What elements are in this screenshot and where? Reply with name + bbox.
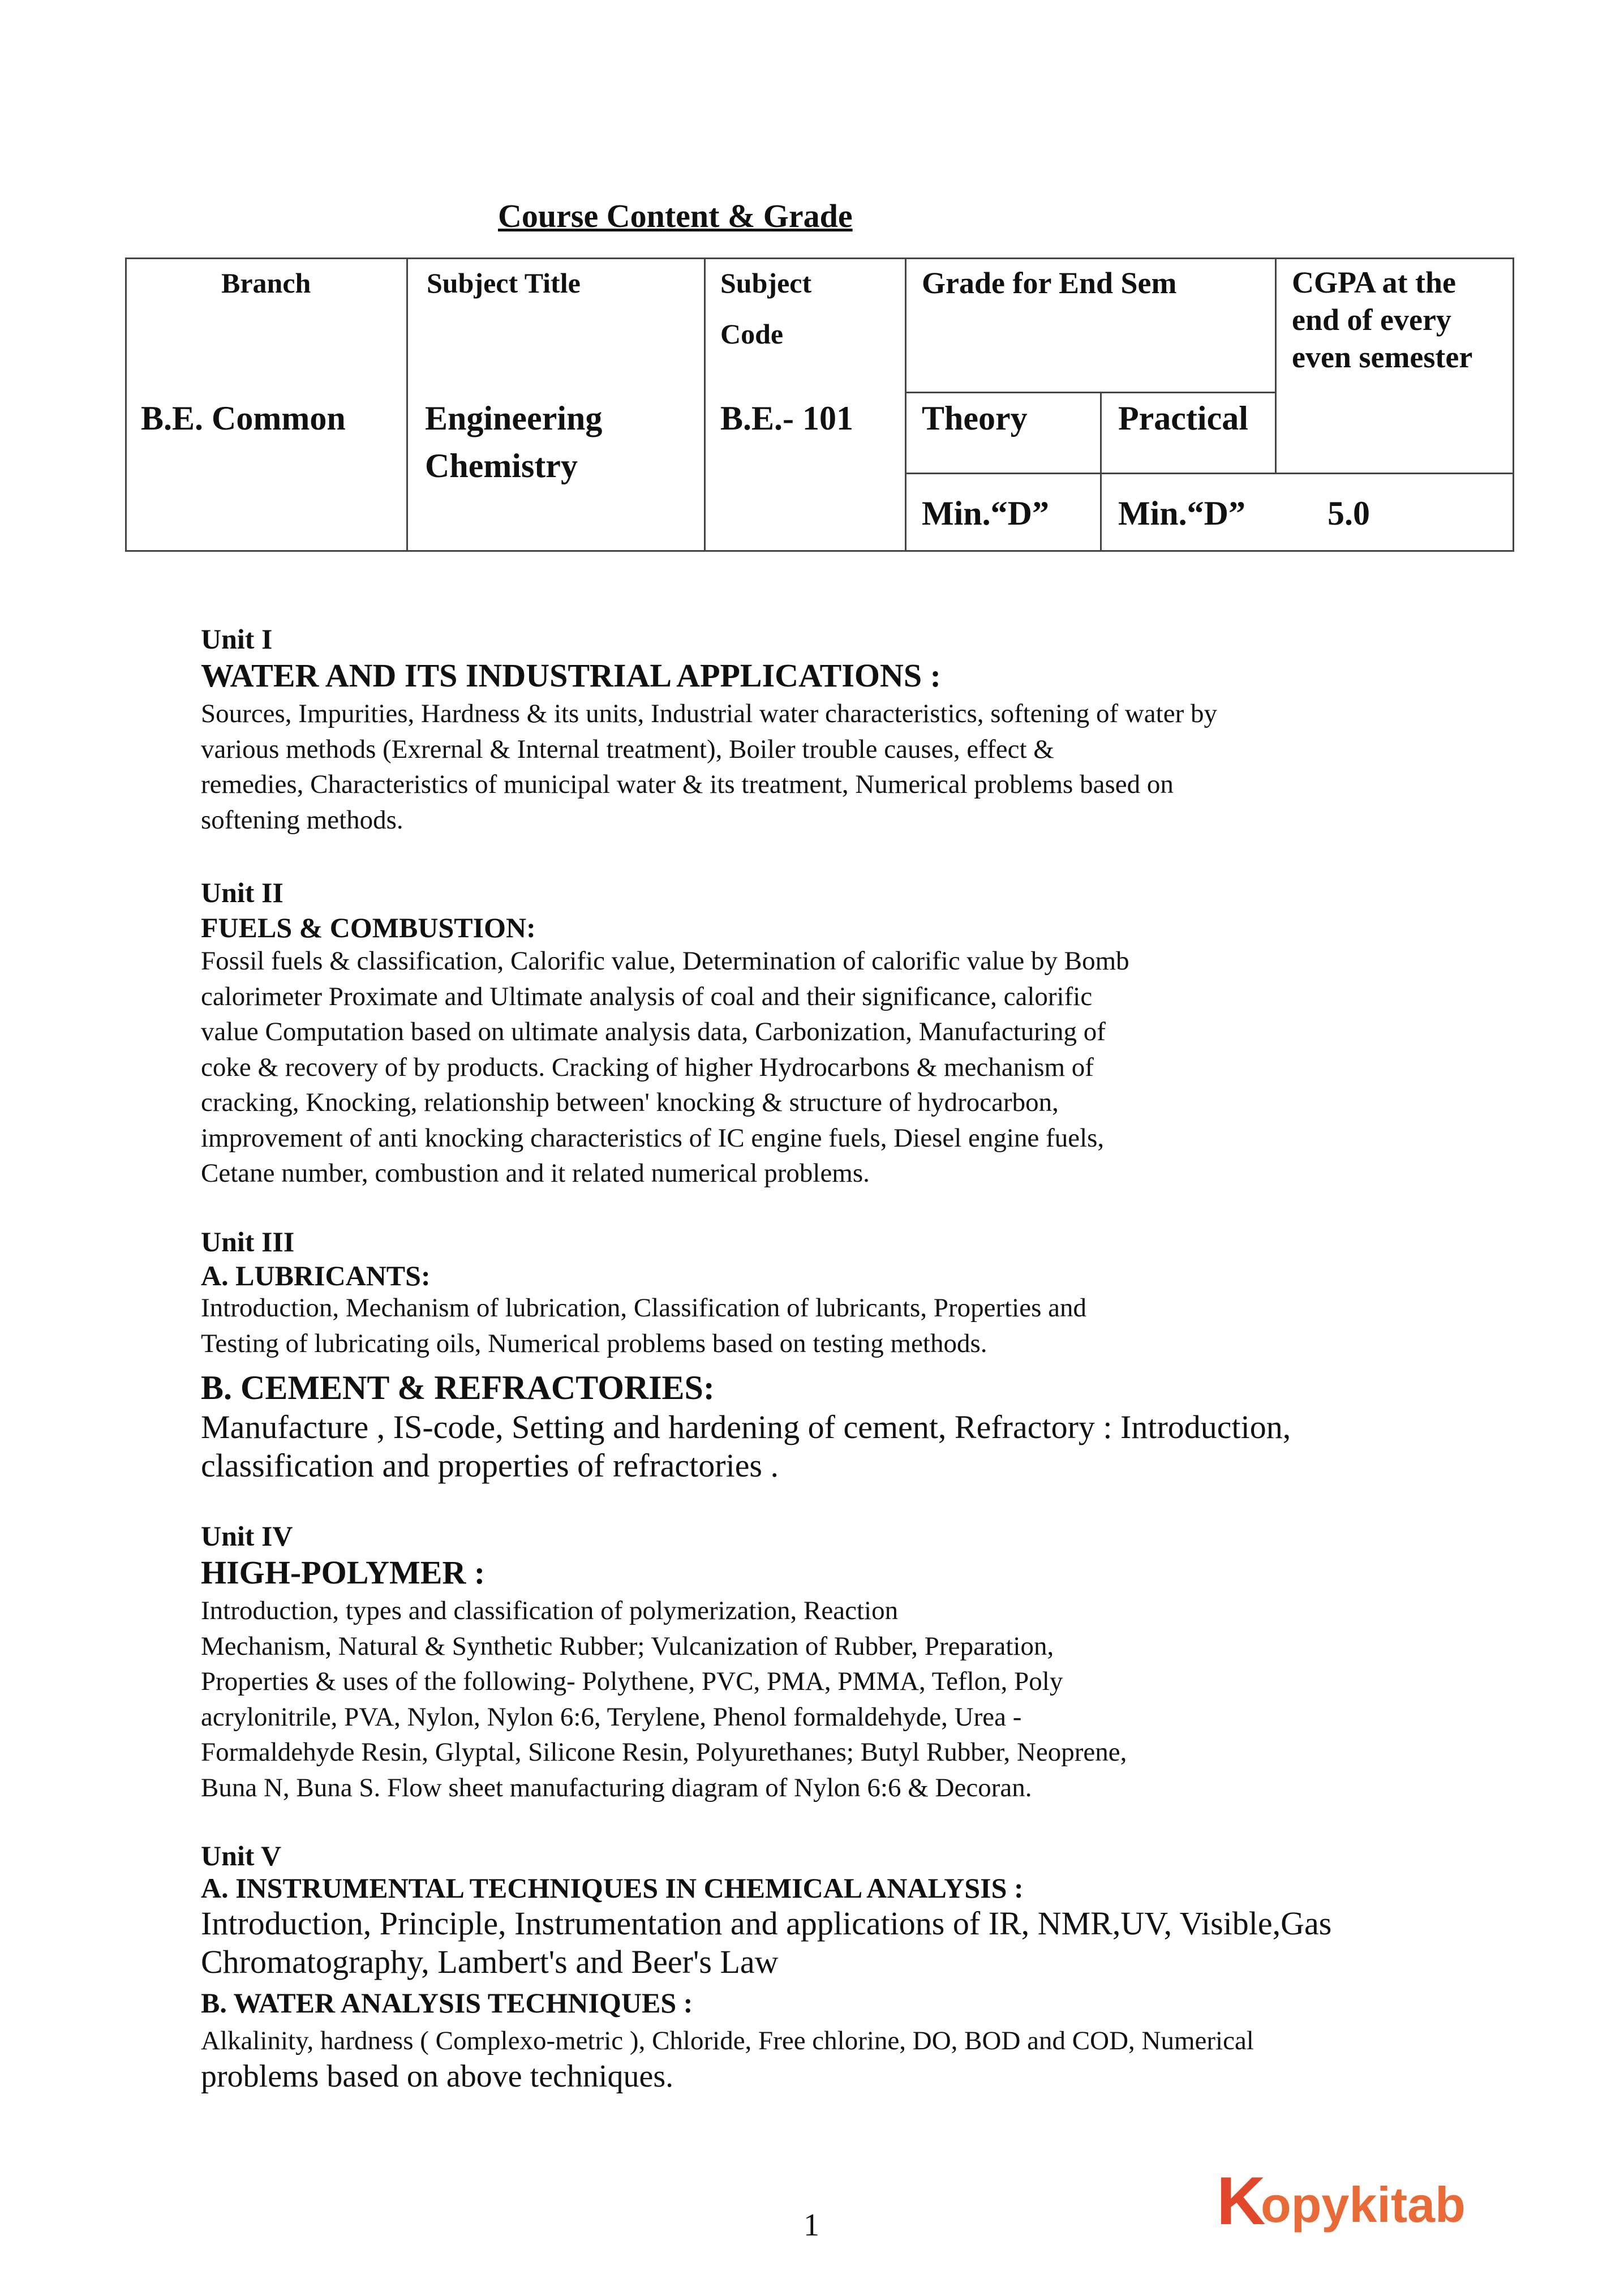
page-number: 1 <box>804 2208 819 2243</box>
text-line: Introduction, Principle, Instrumentation and applications of IR, NMR,UV, Visible,Gas <box>201 1905 1332 1942</box>
text-line: acrylonitrile, PVA, Nylon, Nylon 6:6, Terylene, Phenol formaldehyde, Urea - <box>201 1702 1022 1732</box>
subject-title-line1: Engineering <box>425 400 603 437</box>
theory-min-grade: Min.“D” <box>922 495 1049 532</box>
text-line: value Computation based on ultimate analysis data, Carbonization, Manufacturing of <box>201 1017 1106 1046</box>
kopykitab-logo-icon <box>1217 2163 1477 2237</box>
logo-wordmark: opykitab <box>1261 2177 1466 2233</box>
unit-3-description-a <box>201 1290 1086 1361</box>
cgpa-value: 5.0 <box>1327 495 1370 532</box>
unit-5-description-a <box>201 1904 1331 1981</box>
unit-2-heading: FUELS & COMBUSTION: <box>201 912 536 943</box>
unit-3-label: Unit III <box>201 1226 295 1258</box>
page-title: Course Content & Grade <box>498 198 853 234</box>
unit-1-description <box>201 696 1217 838</box>
branch-value: B.E. Common <box>141 400 346 437</box>
text-line: Sources, Impurities, Hardness & its units, Industrial water characteristics, softening of water by <box>201 699 1217 728</box>
text-line: softening methods. <box>201 805 403 835</box>
text-line: Manufacture , IS-code, Setting and hardening of cement, Refractory : Introduction, <box>201 1409 1291 1445</box>
text-line: Testing of lubricating oils, Numerical problems based on testing methods. <box>201 1328 987 1358</box>
unit-2-label: Unit II <box>201 877 283 908</box>
practical-min-grade: Min.“D” <box>1118 495 1245 532</box>
header-cgpa-line3: even semester <box>1292 340 1473 374</box>
text-line: Mechanism, Natural & Synthetic Rubber; Vulcanization of Rubber, Preparation, <box>201 1631 1054 1661</box>
header-subject-title: Subject Title <box>427 267 581 299</box>
unit-4-description <box>201 1593 1127 1805</box>
text-line: Alkalinity, hardness ( Complexo-metric ), Chloride, Free chlorine, DO, BOD and COD, Numerical <box>201 2026 1254 2055</box>
unit-5-description-b <box>201 2023 1254 2094</box>
logo-letter-k: K <box>1217 2163 1266 2237</box>
unit-3-heading-b: B. CEMENT & REFRACTORIES: <box>201 1369 715 1406</box>
text-line: various methods (Exrernal & Internal treatment), Boiler trouble causes, effect & <box>201 734 1054 764</box>
text-line: Introduction, Mechanism of lubrication, Classification of lubricants, Properties and <box>201 1293 1086 1323</box>
text-line: problems based on above techniques. <box>201 2058 674 2094</box>
text-line: remedies, Characteristics of municipal water & its treatment, Numerical problems based on <box>201 770 1174 799</box>
text-line: coke & recovery of by products. Cracking of higher Hydrocarbons & mechanism of <box>201 1052 1094 1082</box>
header-grade: Grade for End Sem <box>922 266 1177 300</box>
text-line: Fossil fuels & classification, Calorific value, Determination of calorific value by Bomb <box>201 946 1129 976</box>
unit-5-heading-b: B. WATER ANALYSIS TECHNIQUES : <box>201 1987 693 2019</box>
text-line: Formaldehyde Resin, Glyptal, Silicone Resin, Polyurethanes; Butyl Rubber, Neoprene, <box>201 1737 1127 1767</box>
course-grade-table <box>125 258 1514 552</box>
unit-5-label: Unit V <box>201 1840 282 1872</box>
subject-title-line2: Chemistry <box>425 447 578 484</box>
text-line: Introduction, types and classification of polymerization, Reaction <box>201 1596 899 1625</box>
text-line: Buna N, Buna S. Flow sheet manufacturing diagram of Nylon 6:6 & Decoran. <box>201 1773 1032 1803</box>
unit-3-description-b <box>201 1408 1291 1485</box>
header-branch: Branch <box>221 267 311 299</box>
unit-1-heading: WATER AND ITS INDUSTRIAL APPLICATIONS : <box>201 657 941 694</box>
text-line: improvement of anti knocking characteristics of IC engine fuels, Diesel engine fuels, <box>201 1123 1105 1153</box>
text-line: Cetane number, combustion and it related numerical problems. <box>201 1158 870 1188</box>
kopykitab-logo <box>1217 2163 1477 2237</box>
unit-5-heading-a: A. INSTRUMENTAL TECHNIQUES IN CHEMICAL ANALYSIS : <box>201 1872 1024 1904</box>
text-line: Properties & uses of the following- Polythene, PVC, PMA, PMMA, Teflon, Poly <box>201 1667 1063 1696</box>
text-line: Chromatography, Lambert's and Beer's Law <box>201 1943 779 1980</box>
text-line: calorimeter Proximate and Ultimate analysis of coal and their significance, calorific <box>201 981 1093 1011</box>
header-subject-code-line2: Code <box>720 318 784 350</box>
subject-code-value: B.E.- 101 <box>720 400 854 437</box>
header-cgpa-line1: CGPA at the <box>1292 265 1456 299</box>
unit-4-heading: HIGH-POLYMER : <box>201 1554 486 1591</box>
text-line: classification and properties of refractories . <box>201 1447 779 1484</box>
unit-4-label: Unit IV <box>201 1520 293 1552</box>
unit-3-heading-a: A. LUBRICANTS: <box>201 1260 431 1291</box>
unit-2-description <box>201 943 1129 1191</box>
theory-header: Theory <box>922 400 1028 437</box>
practical-header: Practical <box>1118 400 1248 437</box>
unit-1-label: Unit I <box>201 623 273 655</box>
text-line: cracking, Knocking, relationship between' knocking & structure of hydrocarbon, <box>201 1088 1059 1117</box>
header-cgpa-line2: end of every <box>1292 303 1451 337</box>
header-subject-code-line1: Subject <box>720 267 812 299</box>
